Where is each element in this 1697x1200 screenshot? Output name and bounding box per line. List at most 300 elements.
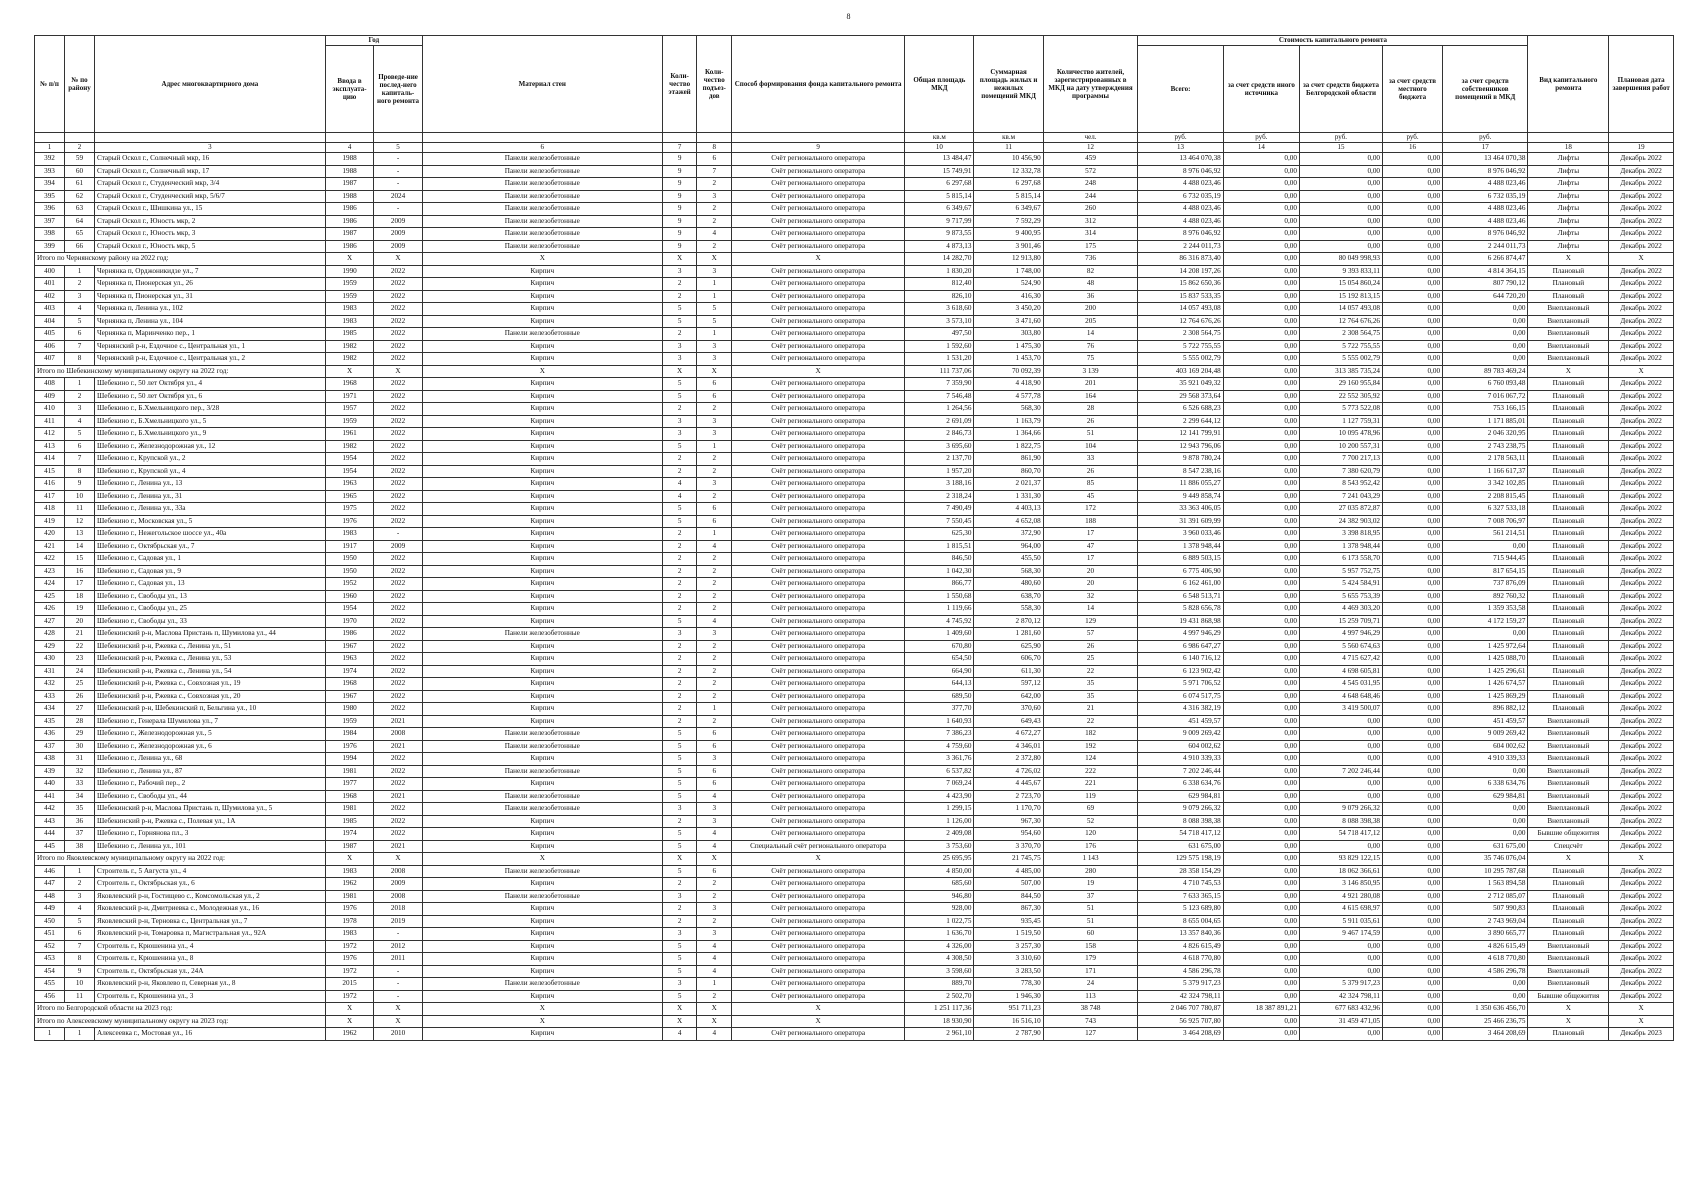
table-cell: 2 [697,915,732,928]
table-cell: 443 [35,815,65,828]
table-cell: 48 [1043,278,1138,291]
table-cell: 26 [1043,465,1138,478]
table-cell: Счёт регионального оператора [732,278,905,291]
table-cell: 2 137,70 [905,453,974,466]
total-cell: X [732,1003,905,1016]
table-cell: 20 [1043,578,1138,591]
table-cell: Плановый [1528,865,1609,878]
table-cell: 0,00 [1383,928,1443,941]
table-cell: 0,00 [1223,953,1299,966]
table-cell: 1976 [325,903,373,916]
table-cell: 439 [35,765,65,778]
total-cell: 1 143 [1043,853,1138,866]
table-cell: 4 672,27 [974,728,1043,741]
table-cell: Счёт регионального оператора [732,315,905,328]
table-cell: Кирпич [422,290,662,303]
table-cell: 5 [662,778,697,791]
table-cell: 0,00 [1383,953,1443,966]
table-cell: 10 295 787,68 [1443,865,1528,878]
table-cell: 644,13 [905,678,974,691]
table-cell: 3 [697,478,732,491]
table-cell: 5 [662,503,697,516]
table-cell: 1959 [325,290,373,303]
table-cell: 9 [662,240,697,253]
table-cell: Декабрь 2022 [1609,790,1674,803]
table-cell: 27 035 872,87 [1299,503,1382,516]
table-cell: 4 485,00 [974,865,1043,878]
table-cell: 2 046 320,95 [1443,428,1528,441]
table-cell: 0,00 [1299,1028,1382,1041]
table-cell: 406 [35,340,65,353]
table-cell: 0,00 [1383,803,1443,816]
table-cell: Панели железобетонные [422,803,662,816]
table-cell: 36 [65,815,95,828]
total-cell: X [697,365,732,378]
table-cell: 3 901,46 [974,240,1043,253]
table-cell: 59 [65,153,95,166]
table-cell: 6 [65,928,95,941]
table-cell: Внеплановый [1528,340,1609,353]
table-cell: Старый Оскол г., Шишкина ул., 15 [95,203,326,216]
column-number-cell: 2 [65,143,95,153]
table-cell: 429 [35,640,65,653]
table-cell: 2022 [374,353,422,366]
table-cell: 5 [662,790,697,803]
table-cell: 670,80 [905,640,974,653]
table-cell: 1983 [325,303,373,316]
table-cell: 129 [1043,615,1138,628]
table-cell: 4 [65,903,95,916]
table-cell: Декабрь 2022 [1609,678,1674,691]
total-cell: 0,00 [1383,1003,1443,1016]
total-cell: X [325,1015,373,1028]
table-cell: 0,00 [1383,590,1443,603]
table-cell: 1 636,70 [905,928,974,941]
table-cell: 14 [1043,328,1138,341]
table-cell: 1 163,79 [974,415,1043,428]
table-cell: 0,00 [1223,578,1299,591]
table-cell: 0,00 [1223,928,1299,941]
unit-cell [697,133,732,143]
table-cell: 15 054 860,24 [1299,278,1382,291]
table-cell: 430 [35,653,65,666]
table-cell: 0,00 [1443,303,1528,316]
table-cell: 1 946,30 [974,990,1043,1003]
table-cell: 4 [697,965,732,978]
table-row [35,965,1674,978]
table-cell: 0,00 [1223,915,1299,928]
table-cell: 507,00 [974,878,1043,891]
table-cell: 6 327 533,18 [1443,503,1528,516]
table-cell: 35 921 049,32 [1138,378,1223,391]
table-cell: 631 675,00 [1138,840,1223,853]
table-cell: 3 [697,265,732,278]
table-cell: 1994 [325,753,373,766]
table-cell: 685,60 [905,878,974,891]
total-cell: X [662,853,697,866]
table-cell: 4 [697,540,732,553]
table-cell: 26 [1043,415,1138,428]
table-cell: 1987 [325,228,373,241]
table-cell: 2 [662,465,697,478]
table-row [35,765,1674,778]
table-cell: 0,00 [1223,465,1299,478]
table-cell: 606,70 [974,653,1043,666]
table-cell: 0,00 [1223,565,1299,578]
table-cell: 14 [1043,603,1138,616]
table-row [35,215,1674,228]
table-cell: Счёт регионального оператора [732,178,905,191]
table-cell: 2022 [374,640,422,653]
table-cell: 867,30 [974,903,1043,916]
total-cell: X [325,253,373,266]
table-cell: 0,00 [1223,690,1299,703]
table-cell: 2022 [374,590,422,603]
table-cell: Кирпич [422,415,662,428]
table-cell: Счёт регионального оператора [732,703,905,716]
table-cell: 0,00 [1223,378,1299,391]
table-cell: 3 [662,628,697,641]
unit-cell [374,133,422,143]
table-cell: 1987 [325,178,373,191]
col-header-cost-owners: за счет средств собственников помещений в МКД [1443,46,1528,133]
table-cell: Счёт регионального оператора [732,640,905,653]
table-cell: 0,00 [1223,165,1299,178]
table-cell: Декабрь 2022 [1609,690,1674,703]
table-cell: 26 [65,690,95,703]
table-cell: 1 [65,265,95,278]
table-row [35,478,1674,491]
table-cell: 432 [35,678,65,691]
table-cell: Кирпич [422,353,662,366]
column-number-cell: 19 [1609,143,1674,153]
table-row [35,703,1674,716]
table-cell: 35 [1043,678,1138,691]
table-cell: Декабрь 2022 [1609,778,1674,791]
table-cell: 9 400,95 [974,228,1043,241]
table-cell: 0,00 [1383,903,1443,916]
table-cell: Счёт регионального оператора [732,928,905,941]
table-cell: Плановый [1528,403,1609,416]
table-cell: 33 [65,778,95,791]
table-cell: 0,00 [1223,215,1299,228]
table-cell: - [374,178,422,191]
table-cell: Счёт регионального оператора [732,753,905,766]
table-cell: Шебекино г., 50 лет Октября ул., 4 [95,378,326,391]
table-cell: 12 943 796,06 [1138,440,1223,453]
table-cell: Панели железобетонные [422,740,662,753]
total-cell: X [422,1003,662,1016]
total-cell: 677 683 432,96 [1299,1003,1382,1016]
table-cell: Внеплановый [1528,815,1609,828]
table-cell: 2022 [374,578,422,591]
table-cell: Чернянский р-н, Ездочное с., Центральная ул., 2 [95,353,326,366]
table-cell: 35 [65,803,95,816]
table-row [35,728,1674,741]
table-cell: 611,30 [974,665,1043,678]
table-cell: Счёт регионального оператора [732,428,905,441]
table-cell: Декабрь 2023 [1609,1028,1674,1041]
table-cell: Счёт регионального оператора [732,478,905,491]
total-cell: X [697,853,732,866]
column-number-cell: 11 [974,143,1043,153]
table-cell: Декабрь 2022 [1609,203,1674,216]
table-cell: 7 [65,453,95,466]
table-cell: 2 [662,815,697,828]
table-cell: 37 [65,828,95,841]
table-cell: 9 [662,165,697,178]
table-cell: 62 [65,190,95,203]
table-cell: 395 [35,190,65,203]
table-cell: 2 [662,578,697,591]
table-cell: 638,70 [974,590,1043,603]
table-row [35,465,1674,478]
table-cell: 0,00 [1223,303,1299,316]
table-cell: Счёт регионального оператора [732,403,905,416]
table-row [35,490,1674,503]
table-cell: Кирпич [422,953,662,966]
table-cell: 0,00 [1443,353,1528,366]
table-cell: Кирпич [422,453,662,466]
table-cell: 0,00 [1223,340,1299,353]
table-cell: Шебекино г., Железнодорожная ул., 5 [95,728,326,741]
table-cell: 2 [697,990,732,1003]
table-cell: 2022 [374,765,422,778]
table-cell: 418 [35,503,65,516]
table-cell: 4 826 615,49 [1138,940,1223,953]
table-cell: Плановый [1528,878,1609,891]
table-cell: 6 [65,328,95,341]
table-cell: Шебекино г., Садовая ул., 1 [95,553,326,566]
total-cell: 129 575 198,19 [1138,853,1223,866]
table-cell: Плановый [1528,665,1609,678]
table-cell: 28 358 154,29 [1138,865,1223,878]
table-row [35,203,1674,216]
table-cell: Кирпич [422,878,662,891]
table-cell: Шебекинский р-н, Ржевка с., Ленина ул., 54 [95,665,326,678]
table-cell: 25 [1043,653,1138,666]
table-cell: 1985 [325,815,373,828]
table-cell: 1 815,51 [905,540,974,553]
table-cell: 1962 [325,878,373,891]
table-row [35,628,1674,641]
table-cell: Счёт регионального оператора [732,340,905,353]
table-cell: 2 [697,653,732,666]
table-cell: 7 359,90 [905,378,974,391]
total-row [35,853,1674,866]
table-cell: 2022 [374,653,422,666]
total-label: Итого по Белгородской области на 2023 год: [35,1003,326,1016]
table-cell: 2022 [374,378,422,391]
table-cell: 1982 [325,440,373,453]
table-cell: Декабрь 2022 [1609,440,1674,453]
table-cell: Кирпич [422,278,662,291]
table-cell: 9 [662,203,697,216]
table-cell: 568,30 [974,403,1043,416]
table-cell: Плановый [1528,415,1609,428]
table-cell: - [374,990,422,1003]
total-cell: X [374,1003,422,1016]
total-cell: X [732,1015,905,1028]
table-cell: 8 [65,465,95,478]
table-cell: Шебекино г., Крупской ул., 4 [95,465,326,478]
table-cell: 964,00 [974,540,1043,553]
table-cell: 967,30 [974,815,1043,828]
table-cell: Кирпич [422,478,662,491]
table-cell: 1983 [325,865,373,878]
table-row [35,303,1674,316]
column-number-cell: 13 [1138,143,1223,153]
table-cell: Внеплановый [1528,728,1609,741]
table-cell: 1988 [325,153,373,166]
table-row [35,228,1674,241]
table-cell: Кирпич [422,465,662,478]
table-row [35,578,1674,591]
table-cell: 2 502,70 [905,990,974,1003]
table-cell: 2015 [325,978,373,991]
table-cell: 1986 [325,628,373,641]
table-cell: 3 188,16 [905,478,974,491]
table-cell: 4 [662,478,697,491]
table-cell: 9 009 269,42 [1138,728,1223,741]
table-cell: 3 [697,903,732,916]
table-cell: 32 [1043,590,1138,603]
table-cell: 0,00 [1299,190,1382,203]
table-cell: 435 [35,715,65,728]
table-cell: Счёт регионального оператора [732,590,905,603]
table-cell: 4 423,90 [905,790,974,803]
table-row [35,778,1674,791]
table-cell: Счёт регионального оператора [732,453,905,466]
table-row [35,665,1674,678]
table-cell: 24 [65,665,95,678]
table-cell: 172 [1043,503,1138,516]
table-cell: 15 837 533,35 [1138,290,1223,303]
table-cell: 2 [697,640,732,653]
table-cell: 1986 [325,203,373,216]
table-cell: 1 [697,278,732,291]
table-cell: Строитель г., Октябрьская ул., 24А [95,965,326,978]
table-cell: Счёт регионального оператора [732,390,905,403]
table-cell: Шебекино г., Железнодорожная ул., 6 [95,740,326,753]
table-cell: Шебекино г., Свободы ул., 13 [95,590,326,603]
table-cell: 3 [65,403,95,416]
table-cell: 171 [1043,965,1138,978]
table-cell: 844,50 [974,890,1043,903]
table-cell: Кирпич [422,340,662,353]
table-cell: Декабрь 2022 [1609,815,1674,828]
table-cell: 846,50 [905,553,974,566]
table-cell: 201 [1043,378,1138,391]
table-cell: Плановый [1528,503,1609,516]
table-cell: 442 [35,803,65,816]
table-cell: 4 618 770,80 [1138,953,1223,966]
table-cell: 5 957 752,75 [1299,565,1382,578]
table-cell: 0,00 [1383,490,1443,503]
table-cell: 0,00 [1383,540,1443,553]
total-cell: X [1609,253,1674,266]
table-cell: Внеплановый [1528,978,1609,991]
table-cell: Плановый [1528,290,1609,303]
table-cell: 0,00 [1383,203,1443,216]
table-cell: 2 372,80 [974,753,1043,766]
table-cell: 4 [662,1028,697,1041]
table-row [35,903,1674,916]
table-cell: 1962 [325,1028,373,1041]
table-cell: 9 393 833,11 [1299,265,1382,278]
table-cell: Шебекинский р-н, Ржевка с., Совхозная ул., 19 [95,678,326,691]
total-cell: X [662,1003,697,1016]
table-cell: 9 [662,153,697,166]
table-cell: Плановый [1528,928,1609,941]
table-cell: Кирпич [422,603,662,616]
table-cell: 0,00 [1299,715,1382,728]
table-cell: 4 488 023,46 [1138,215,1223,228]
table-row [35,440,1674,453]
total-cell: 16 516,10 [974,1015,1043,1028]
table-cell: 60 [1043,928,1138,941]
table-cell: Чернянка п, Ленина ул., 104 [95,315,326,328]
table-cell: 420 [35,528,65,541]
table-cell: 0,00 [1223,665,1299,678]
table-cell: 5 655 753,39 [1299,590,1382,603]
table-cell: 1 519,50 [974,928,1043,941]
table-cell: 5 [662,753,697,766]
table-cell: Плановый [1528,378,1609,391]
table-cell: 0,00 [1383,840,1443,853]
table-row [35,915,1674,928]
table-cell: 314 [1043,228,1138,241]
table-cell: 4 469 303,20 [1299,603,1382,616]
table-cell: Счёт регионального оператора [732,1028,905,1041]
table-cell: 2 [697,203,732,216]
table-cell: Счёт регионального оператора [732,565,905,578]
table-cell: 0,00 [1443,340,1528,353]
table-cell: 1976 [325,953,373,966]
table-cell: 5 424 584,91 [1299,578,1382,591]
table-cell: 3 370,70 [974,840,1043,853]
table-cell: Плановый [1528,615,1609,628]
table-cell: 7 016 067,72 [1443,390,1528,403]
table-cell: 644 720,20 [1443,290,1528,303]
table-cell: 23 [65,653,95,666]
table-cell: 4 586 296,78 [1443,965,1528,978]
col-header-last-repair-year: Проведе-ние послед-него капиталь-ного ремонта [374,46,422,133]
table-cell: 0,00 [1383,978,1443,991]
table-cell: Старый Оскол г., Студенческий мкр, 3/4 [95,178,326,191]
table-cell: Чернянка п, Орджоникидзе ул., 7 [95,265,326,278]
table-cell: Счёт регионального оператора [732,290,905,303]
table-cell: Старый Оскол г., Солнечный мкр, 16 [95,153,326,166]
table-cell: 715 944,45 [1443,553,1528,566]
total-cell: 56 925 707,80 [1138,1015,1223,1028]
unit-cell [662,133,697,143]
table-cell: 604 002,62 [1138,740,1223,753]
table-cell: 861,90 [974,453,1043,466]
unit-cell [95,133,326,143]
table-cell: 866,77 [905,578,974,591]
col-header-floors: Коли-чество этажей [662,36,697,133]
table-cell: Декабрь 2022 [1609,390,1674,403]
table-cell: 11 [65,503,95,516]
table-cell: Шебекино г., Ленина ул., 31 [95,490,326,503]
table-cell: 127 [1043,1028,1138,1041]
column-number-cell: 6 [422,143,662,153]
table-cell: 11 [65,990,95,1003]
table-cell: 2 712 085,07 [1443,890,1528,903]
table-cell: Кирпич [422,590,662,603]
table-cell: 2 743 969,04 [1443,915,1528,928]
